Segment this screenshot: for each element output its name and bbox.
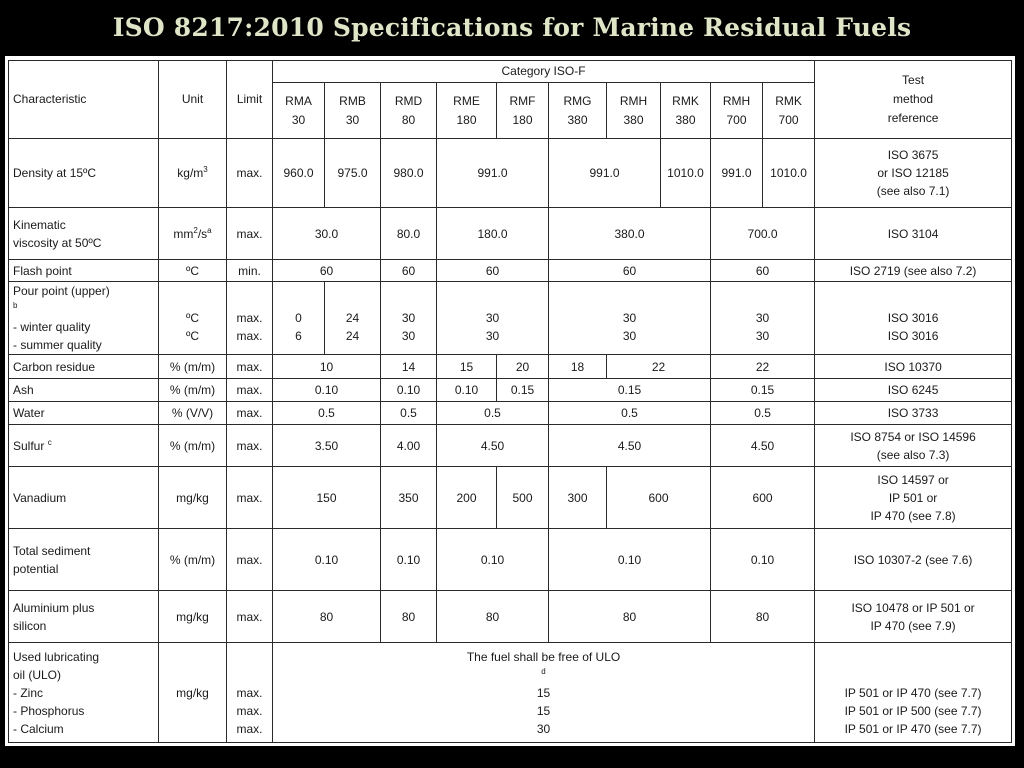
value-cell: 1010.0 (661, 139, 711, 208)
test-ref-cell: ISO 8754 or ISO 14596 (see also 7.3) (815, 425, 1012, 467)
table-row (9, 139, 1012, 208)
grade-rmk-380: RMK 380 (661, 83, 711, 139)
header-test-method: Test method reference (815, 61, 1012, 139)
value-cell: 80 (381, 591, 437, 643)
table-row (9, 529, 1012, 591)
test-ref-cell: IP 501 or IP 470 (see 7.7) IP 501 or IP 500 (see 7.7) IP 501 or IP 470 (see 7.7) (815, 643, 1012, 743)
value-cell: 0.10 (711, 529, 815, 591)
row-label-sulfur: Sulfur $^c$ (9, 425, 159, 467)
value-cell: 0.10 (273, 529, 381, 591)
unit-cell: $kg/m^3$ (159, 139, 227, 208)
limit-cell: max. max. (227, 282, 273, 355)
grade-rme-180: RME 180 (437, 83, 497, 139)
header-category: Category ISO-F (273, 61, 815, 83)
grade-rmb-30: RMB 30 (325, 83, 381, 139)
value-cell: 0.10 (549, 529, 711, 591)
value-cell: 0.15 (711, 379, 815, 402)
test-ref-cell: ISO 3104 (815, 208, 1012, 260)
value-cell: 60 (381, 260, 437, 282)
unit-cell: % (m/m) (159, 355, 227, 379)
value-cell: 991.0 (711, 139, 763, 208)
value-cell: 960.0 (273, 139, 325, 208)
spec-sheet (5, 56, 1015, 746)
value-cell: 30 30 (437, 282, 549, 355)
value-cell: 300 (549, 467, 607, 529)
value-cell: 22 (711, 355, 815, 379)
value-cell: 991.0 (549, 139, 661, 208)
value-cell: 991.0 (437, 139, 549, 208)
value-cell: 80 (437, 591, 549, 643)
value-cell: 380.0 (549, 208, 711, 260)
value-cell: 30 30 (381, 282, 437, 355)
row-label-water: Water (9, 402, 159, 425)
value-cell: 4.00 (381, 425, 437, 467)
value-cell: 0.5 (381, 402, 437, 425)
value-cell: 0.10 (381, 529, 437, 591)
value-cell: 60 (273, 260, 381, 282)
test-ref-cell: ISO 2719 (see also 7.2) (815, 260, 1012, 282)
value-cell: 200 (437, 467, 497, 529)
limit-cell: max. max. max. (227, 643, 273, 743)
test-ref-cell: ISO 10307-2 (see 7.6) (815, 529, 1012, 591)
value-cell: 4.50 (549, 425, 711, 467)
table-row (9, 282, 1012, 355)
limit-cell: max. (227, 379, 273, 402)
test-ref-cell: ISO 3016 ISO 3016 (815, 282, 1012, 355)
value-cell: 18 (549, 355, 607, 379)
row-label-carbon-residue: Carbon residue (9, 355, 159, 379)
value-cell: 60 (549, 260, 711, 282)
value-cell: 600 (607, 467, 711, 529)
value-cell: 150 (273, 467, 381, 529)
value-cell: 0.10 (437, 379, 497, 402)
limit-cell: max. (227, 208, 273, 260)
value-cell: 1010.0 (763, 139, 815, 208)
row-label-ash: Ash (9, 379, 159, 402)
value-cell: 0.15 (549, 379, 711, 402)
value-cell: 10 (273, 355, 381, 379)
unit-cell: ºC (159, 260, 227, 282)
header-characteristic: Characteristic (9, 61, 159, 139)
test-ref-cell: ISO 10478 or IP 501 or IP 470 (see 7.9) (815, 591, 1012, 643)
table-row (9, 260, 1012, 282)
grade-rmg-380: RMG 380 (549, 83, 607, 139)
unit-cell: % (V/V) (159, 402, 227, 425)
header-limit: Limit (227, 61, 273, 139)
spec-table (8, 60, 1012, 743)
row-label-total-sediment: Total sediment potential (9, 529, 159, 591)
value-cell: 4.50 (711, 425, 815, 467)
value-cell: 0.10 (437, 529, 549, 591)
value-cell: 600 (711, 467, 815, 529)
slide-title: ISO 8217:2010 Specifications for Marine Residual Fuels (112, 13, 912, 42)
grade-rma-30: RMA 30 (273, 83, 325, 139)
unit-cell: mg/kg (159, 591, 227, 643)
table-row (9, 425, 1012, 467)
test-ref-cell: ISO 3733 (815, 402, 1012, 425)
test-ref-cell: ISO 10370 (815, 355, 1012, 379)
value-cell: 0.5 (437, 402, 549, 425)
test-ref-cell: ISO 3675 or ISO 12185 (see also 7.1) (815, 139, 1012, 208)
value-cell: 15 (437, 355, 497, 379)
row-label-used-lubricating-oil: Used lubricating oil (ULO) - Zinc - Phosphorus - Calcium (9, 643, 159, 743)
unit-cell: ºC ºC (159, 282, 227, 355)
value-cell: 3.50 (273, 425, 381, 467)
row-label-vanadium: Vanadium (9, 467, 159, 529)
value-cell: 24 24 (325, 282, 381, 355)
table-row (9, 355, 1012, 379)
value-cell: 180.0 (437, 208, 549, 260)
unit-cell: % (m/m) (159, 529, 227, 591)
unit-cell: mg/kg (159, 467, 227, 529)
row-label-flash-point: Flash point (9, 260, 159, 282)
limit-cell: max. (227, 591, 273, 643)
grade-rmh-700: RMH 700 (711, 83, 763, 139)
value-cell: 0.5 (711, 402, 815, 425)
table-row (9, 379, 1012, 402)
grade-rmd-80: RMD 80 (381, 83, 437, 139)
row-label-aluminium-silicon: Aluminium plus silicon (9, 591, 159, 643)
limit-cell: max. (227, 529, 273, 591)
grade-rmk-700: RMK 700 (763, 83, 815, 139)
test-ref-cell: ISO 14597 or IP 501 or IP 470 (see 7.8) (815, 467, 1012, 529)
value-cell: 60 (437, 260, 549, 282)
value-cell: 0 6 (273, 282, 325, 355)
table-row (9, 208, 1012, 260)
limit-cell: max. (227, 425, 273, 467)
value-cell: 80.0 (381, 208, 437, 260)
value-cell: 980.0 (381, 139, 437, 208)
table-row (9, 467, 1012, 529)
value-cell: 80 (711, 591, 815, 643)
row-label-pour-point: Pour point (upper) $^b$ - winter quality - summer quality (9, 282, 159, 355)
value-cell: 14 (381, 355, 437, 379)
unit-cell: mg/kg (159, 643, 227, 743)
test-ref-cell: ISO 6245 (815, 379, 1012, 402)
value-cell: 4.50 (437, 425, 549, 467)
value-cell: 80 (549, 591, 711, 643)
value-cell: 22 (607, 355, 711, 379)
row-label-viscosity: Kinematic viscosity at 50ºC (9, 208, 159, 260)
header-unit: Unit (159, 61, 227, 139)
value-cell: 0.5 (549, 402, 711, 425)
value-cell: 0.10 (381, 379, 437, 402)
limit-cell: min. (227, 260, 273, 282)
value-cell: 30.0 (273, 208, 381, 260)
value-cell: 30 30 (711, 282, 815, 355)
value-cell: 700.0 (711, 208, 815, 260)
value-cell: 20 (497, 355, 549, 379)
unit-cell: $mm^2/s^a$ (159, 208, 227, 260)
value-cell: 0.15 (497, 379, 549, 402)
limit-cell: max. (227, 355, 273, 379)
grade-rmh-380: RMH 380 (607, 83, 661, 139)
row-label-density: Density at 15ºC (9, 139, 159, 208)
value-cell: 30 30 (549, 282, 711, 355)
table-row (9, 402, 1012, 425)
grade-rmf-180: RMF 180 (497, 83, 549, 139)
limit-cell: max. (227, 467, 273, 529)
ulo-values-cell: The fuel shall be free of ULO $^d$ 15 15 30 (273, 643, 815, 743)
value-cell: 80 (273, 591, 381, 643)
table-row (9, 643, 1012, 743)
value-cell: 0.10 (273, 379, 381, 402)
unit-cell: % (m/m) (159, 379, 227, 402)
value-cell: 0.5 (273, 402, 381, 425)
unit-cell: % (m/m) (159, 425, 227, 467)
table-row (9, 591, 1012, 643)
value-cell: 975.0 (325, 139, 381, 208)
value-cell: 350 (381, 467, 437, 529)
limit-cell: max. (227, 139, 273, 208)
limit-cell: max. (227, 402, 273, 425)
value-cell: 60 (711, 260, 815, 282)
value-cell: 500 (497, 467, 549, 529)
